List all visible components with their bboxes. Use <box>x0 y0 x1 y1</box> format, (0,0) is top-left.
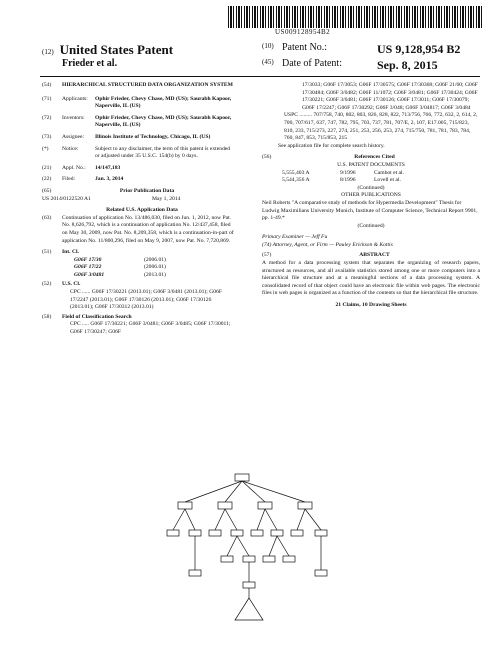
field-label: Field of Classification Search <box>62 313 132 320</box>
us-doc-number: 5,555,403 A <box>282 169 310 176</box>
int-cl-rows <box>42 257 242 280</box>
document-type <box>42 42 173 58</box>
int-cl-row <box>74 272 242 280</box>
title-code: (54) <box>42 82 52 88</box>
int-cl-entry <box>42 249 242 257</box>
date-label: Date of Patent: <box>282 58 342 69</box>
int-cl-row <box>74 264 242 272</box>
applicants-code: (71) <box>42 95 52 102</box>
patent-title: HIERARCHICAL STRUCTURED DATA ORGANIZATION SYSTEM <box>62 82 233 88</box>
prior-pub-code: (65) <box>42 187 52 194</box>
field-entry <box>42 314 242 322</box>
us-cl-code: (52) <box>42 281 52 288</box>
field-code: (58) <box>42 313 52 320</box>
int-cl-date: (2006.01) <box>144 256 166 263</box>
related-entry <box>42 215 242 245</box>
int-cl-date: (2006.01) <box>144 264 166 271</box>
attorney: (74) Attorney, Agent, or Firm — Pauley Erickson & Kottis <box>262 241 393 248</box>
uspc-text: USPC ......... 707/758, 740, 802, 803, 826, 828, 822, 713/756, 766, 772, 632, 2, 614, 2, 700, 707/617, 637, 747, 782, 795, 703, 737, 781, 707/E, 2, 107, E17.005, 715/823, 810, 233, 715/273, 227, 274, 251, 253, 256, 253, 274, 715/750, 781, 781, 783, 784, 760, 847, 853, 715/853, 215 <box>284 112 478 142</box>
inventor-short: Frieder et al. <box>62 58 118 69</box>
figure-node <box>298 502 312 509</box>
figure-node <box>178 502 192 509</box>
notice-text: Subject to any disclaimer, the term of this patent is extended or adjusted under 35 U.S.C. 154(b) by 0 days. <box>95 145 231 160</box>
assignee-entry <box>42 134 242 142</box>
inventors-entry <box>42 115 242 130</box>
related-code: (63) <box>42 214 52 221</box>
us-cl-label: U.S. Cl. <box>62 281 81 288</box>
field-text: CPC ..... G06F 17/30221; G06F 3/0481; G06F 3/0485; G06F 17/30011; G06F 17/30247; G06F <box>70 321 231 336</box>
primary-examiner: Primary Examiner — Jeff Fu <box>262 234 328 241</box>
references-code: (56) <box>262 154 272 161</box>
see-application: See application file for complete search history. <box>278 142 385 149</box>
us-doc-name: Cambot et al. <box>374 169 404 176</box>
other-pubs-heading: OTHER PUBLICATIONS <box>341 192 401 199</box>
abstract-title: ABSTRACT <box>359 252 390 259</box>
figure-root-node <box>235 474 249 481</box>
us-doc-row <box>282 177 480 185</box>
references-heading <box>262 154 480 162</box>
us-doc-row <box>282 170 480 178</box>
us-docs-heading: U.S. PATENT DOCUMENTS <box>337 161 405 168</box>
us-doc-date: 9/1996 <box>340 169 356 176</box>
patent-no-row <box>262 42 460 58</box>
barcode <box>228 6 483 28</box>
cpc-continued: 17/3033; G06F 17/3053; G06F 17/30575; G06F 17/30368; G06F 21/60; G06F 17/30484; G06F 3/0482; G06F 11/1072; G06F 3/0481; G06F 17/30424; G06F 17/30221; G06F 3/0481; G06F 17/30126; G06F 17/3011; G06F 17/30079; G06F 17/2247; G06F 17/30292; G06F 3/048; G06F 3/04817; G06F 3/0484 <box>302 82 478 111</box>
references-title: References Cited <box>354 154 395 161</box>
appl-label: Appl. No.: <box>62 164 86 171</box>
right-column <box>262 82 480 310</box>
us-doc-date: 8/1996 <box>340 177 356 184</box>
prior-pub-title: Prior Publication Data <box>119 187 175 194</box>
us-doc-name: Lovell et al. <box>374 177 401 184</box>
doc-type-text: United States Patent <box>59 42 174 57</box>
notice-label: Notice: <box>62 145 79 152</box>
prior-pub-number: US 2014/0122520 A1 <box>42 195 91 202</box>
assignee-label: Assignee: <box>62 133 85 140</box>
patent-no: US 9,128,954 B2 <box>377 42 461 56</box>
abstract-text: A method for a data processing system that separates the organizing of research papers, structured as resources, and all available statistics stored among one or more computers into a hierarchical file structure and at a meaningful sections of a data processing system. A consolidated record of that object could have an electronic file within web pages. The electronic files in web pages is organized as a function of the contents so that the hierarchical file structure. <box>262 260 480 297</box>
us-cl-entry <box>42 281 242 289</box>
applicants-label: Applicants: <box>62 95 88 102</box>
filed-label: Filed: <box>62 176 76 183</box>
patent-no-code: (10) <box>262 42 274 50</box>
appl-number: 14/147,183 <box>95 164 121 171</box>
notice-entry <box>42 146 242 161</box>
notice-code: (*) <box>42 145 49 152</box>
int-cl-label: Int. Cl. <box>62 249 79 256</box>
abstract-heading <box>262 252 480 260</box>
us-cl-text: CPC ...... G06F 17/30221 (2013.01); G06F 3/0481 (2013.01); G06F 17/2247 (2013.01); G06F 17/30126 (2013.01); G06F 17/30126 (2013.01); G06F 17/30312 (2013.01) <box>70 289 222 311</box>
other-pubs-text: Neil Roberts "A comparative study of methods for Hypermedia Development" Thesis for Ludwig Maximilians University Munich, Institute of Computer Science, Technical Report 9901, pp. 1-49.* <box>262 199 478 222</box>
patent-no-label: Patent No.: <box>282 42 327 53</box>
related-text: Continuation of application No. 13/486,030, filed on Jun. 1, 2012, now Pat. No. 8,626,792, which is a continuation of application No. 12/437,458, filed on May 30, 2009, now Pat. No. 8,209,358, which is a continuation-in-part of application No. 11/800,296, filed on May 9, 2007, now Pat. No. 7,720,869. <box>62 214 234 244</box>
prior-pub-row <box>42 196 242 204</box>
patent-date: Sep. 8, 2015 <box>377 58 438 72</box>
us-doc-number: 5,544,356 A <box>282 177 310 184</box>
doc-type-code: (12) <box>42 48 54 56</box>
appl-entry <box>42 165 242 173</box>
claims-summary: 21 Claims, 10 Drawing Sheets <box>335 302 407 309</box>
representative-figure <box>165 470 340 625</box>
continued-1: (Continued) <box>357 184 385 191</box>
inventors-label: Inventors: <box>62 114 85 121</box>
date-code: (45) <box>262 58 274 66</box>
int-cl-class: G06F 3/0481 <box>74 271 105 278</box>
left-column <box>42 82 242 337</box>
inventors-code: (72) <box>42 114 52 121</box>
patent-date-row <box>262 58 460 74</box>
applicants-text: Ophir Frieder, Chevy Chase, MD (US); Saurabh Kapoor, Naperville, IL (US) <box>95 95 232 110</box>
int-cl-code: (51) <box>42 249 52 256</box>
assignee-code: (73) <box>42 133 52 140</box>
filed-date: Jan. 3, 2014 <box>95 176 124 183</box>
related-heading: Related U.S. Application Data <box>106 207 178 214</box>
figure-node <box>258 502 272 509</box>
title-entry <box>42 82 242 90</box>
appl-code: (21) <box>42 164 52 171</box>
figure-node <box>218 502 232 509</box>
barcode-number: US009128954B2 <box>275 28 331 36</box>
prior-pub-heading <box>42 188 242 196</box>
int-cl-date: (2013.01) <box>144 271 166 278</box>
header-rule <box>40 76 480 77</box>
int-cl-class: G06F 17/30 <box>74 256 102 263</box>
us-doc-rows <box>262 170 480 185</box>
applicants-entry <box>42 96 242 111</box>
filed-code: (22) <box>42 176 52 183</box>
patent-id-block <box>262 42 460 74</box>
inventors-text: Ophir Frieder, Chevy Chase, MD (US); Saurabh Kapoor, Naperville, IL (US) <box>95 114 232 129</box>
continued-2: (Continued) <box>357 222 385 229</box>
prior-pub-date: May 1, 2014 <box>152 195 181 202</box>
abstract-code: (57) <box>262 252 272 259</box>
figure-subtree-triangle <box>235 598 263 620</box>
assignee-text: Illinois Institute of Technology, Chicago, IL (US) <box>95 133 211 140</box>
int-cl-class: G06F 17/22 <box>74 264 102 271</box>
filed-entry <box>42 176 242 184</box>
